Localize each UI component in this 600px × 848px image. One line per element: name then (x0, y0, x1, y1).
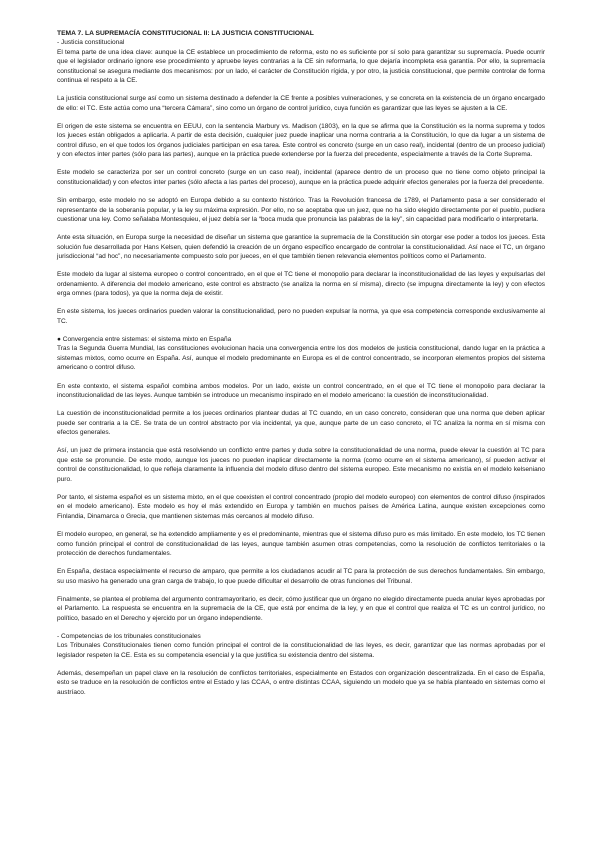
section-convergencia (57, 335, 545, 623)
document-title: TEMA 7. LA SUPREMACÍA CONSTITUCIONAL II: LA JUSTICIA CONSTITUCIONAL (57, 30, 314, 37)
paragraph: La cuestión de inconstitucionalidad permite a los jueces ordinarios plantear dudas al TC cuando, en un caso concreto, consideran que una norma que deben aplicar puede ser contraria a la CE. Se trata de un control abstracto por vía incidental, ya que, aunque parte de un caso concreto, el TC analiza la norma en sí misma con efectos generales. (57, 410, 545, 437)
section-heading: ● Convergencia entre sistemas: el sistema mixto en España (57, 336, 232, 344)
paragraph: Sin embargo, este modelo no se adoptó en Europa debido a su contexto histórico. Tras la Revolución francesa de 1789, el Parlamento pasa a ser considerado el representante de la soberanía popular, y la ley su máxima expresión. Por ello, no se aceptaba que un juez, que no ha sido elegido directamente por el pueblo, pudiera cuestionar una ley. Como señalaba Montesquieu, el juez debía ser la “boca muda que pronuncia las palabras de la ley”, sin capacidad para modificarlo o interpretarla. (57, 197, 545, 224)
paragraph: El modelo europeo, en general, se ha extendido ampliamente y es el predominante, mientras que el sistema difuso puro es más limitado. En este modelo, los TC tienen como función principal el control de constitucionalidad de las leyes, aunque también asumen otras competencias, como la resolución de conflictos territoriales o la protección de derechos fundamentales. (57, 531, 545, 558)
paragraph: Este modelo da lugar al sistema europeo o control concentrado, en el que el TC tiene el monopolio para declarar la inconstitucionalidad de las leyes y expulsarlas del ordenamiento. A diferencia del modelo americano, este control es abstracto (se analiza la norma en sí misma), directo (se impugna directamente la ley) y con efectos erga omnes (para todos), ya que la norma deja de existir. (57, 271, 545, 298)
paragraph: En este sistema, los jueces ordinarios pueden valorar la constitucionalidad, pero no pueden expulsar la norma, ya que esa competencia corresponde exclusivamente al TC. (57, 308, 545, 326)
paragraph: Por tanto, el sistema español es un sistema mixto, en el que coexisten el control concentrado (propio del modelo europeo) con elementos de control difuso (inspirados en el modelo americano). Este modelo es hoy el más extendido en Europa y también en muchos países de América Latina, aunque existen excepciones como Finlandia, Dinamarca o Grecia, que mantienen sistemas más cercanos al modelo difuso. (57, 493, 545, 521)
paragraph: Finalmente, se plantea el problema del argumento contramayoritario, es decir, cómo justificar que un órgano no elegido directamente pueda anular leyes aprobadas por el Parlamento. La respuesta se encuentra en la supremacía de la CE, que está por encima de la ley, y en que el control que realiza el TC es un control jurídico, no político, basado en el Derecho y ejercido por un órgano independiente. (57, 595, 545, 622)
paragraph: Los Tribunales Constitucionales tienen como función principal el control de la constitucionalidad de las leyes, es decir, garantizar que las normas aprobadas por el legislador respeten la CE. Esta es su competencia esencial y la que justifica su existencia dentro del sistema. (57, 642, 545, 659)
paragraph: Así, un juez de primera instancia que está resolviendo un conflicto entre partes y duda sobre la constitucionalidad de una norma, puede elevar la cuestión al TC para que este se pronuncie. De este modo, aunque los jueces no pueden inaplicar directamente la norma (como ocurre en el sistema americano), sí pueden activar el control de constitucionalidad, lo que refleja claramente la influencia del modelo difuso dentro del sistema europeo. Este mecanismo no existía en el modelo kelseniano puro. (57, 447, 545, 483)
section-heading: - Justicia constitucional (57, 39, 125, 47)
paragraph: En España, destaca especialmente el recurso de amparo, que permite a los ciudadanos acudir al TC para la protección de sus derechos fundamentales. Sin embargo, su uso masivo ha generado una gran carga de trabajo, lo que puede dificultar el desarrollo de otras funciones del Tribunal. (57, 568, 545, 585)
section-competencias (57, 632, 545, 698)
paragraph: Tras la Segunda Guerra Mundial, las constituciones evolucionan hacia una convergencia entre los dos modelos de justicia constitucional, dando lugar en la práctica a sistemas mixtos, como ocurre en España. Así, aunque el modelo predominante en Europa es el de control concentrado, se incorporan elementos propios del sistema americano o control difuso. (57, 345, 545, 372)
paragraph: El tema parte de una idea clave: aunque la CE establece un procedimiento de reforma, esto no es suficiente por sí solo para garantizar su supremacía. Puede ocurrir que el legislador ordinario ignore ese procedimiento y apruebe leyes contrarias a la CE sin reformarla, lo que dejaría incompleta esa garantía. Por ello, la supremacía constitucional se asegura mediante dos mecanismos: por un lado, el carácter de Constitución rígida, y por otro, la justicia constitucional, que permite controlar de forma continua el respeto a la CE. (57, 48, 545, 85)
paragraph: Este modelo se caracteriza por ser un control concreto (surge en un caso real), incidental (aparece dentro de un proceso que no tiene como objeto principal la constitucionalidad) y con efectos inter partes (sólo afecta a las partes del proceso), aunque en la práctica puede adquirir efectos generales por la fuerza del precedente. (57, 169, 545, 187)
paragraph: La justicia constitucional surge así como un sistema destinado a defender la CE frente a posibles vulneraciones, y se concreta en la existencia de un órgano encargado de ello: el TC. Este actúa como una “tercera Cámara”, sino como un órgano de control jurídico, cuya función es garantizar que las leyes se ajusten a la CE. (57, 95, 545, 112)
section-heading: - Competencias de los tribunales constitucionales (57, 632, 201, 640)
paragraph: Ante esta situación, en Europa surge la necesidad de diseñar un sistema que garantice la supremacía de la Constitución sin otorgar ese poder a todos los jueces. Esta solución fue desarrollada por Hans Kelsen, quien defendió la creación de un órgano específico encargado de controlar la constitucionalidad. Así nace el TC, un órgano jurisdiccional “ad hoc”, no necesariamente compuesto solo por jueces, en el que también tienen relevancia elementos políticos como el Parlamento. (57, 234, 545, 261)
paragraph: El origen de este sistema se encuentra en EEUU, con la sentencia Marbury vs. Madison (1803), en la que se afirma que la Constitución es la norma suprema y todos los jueces están obligados a aplicarla. A partir de esta decisión, cualquier juez puede inaplicar una norma contraria a la Constitución, lo que da lugar a un sistema de control difuso, en el que todos los órganos judiciales participan en esa tarea. Este control es concreto (surge en un caso real), incidental (dentro de un proceso judicial) y con efectos inter partes (sólo para las partes), aunque en la práctica puede extenderse por la fuerza del precedente, especialmente a través de la Corte Suprema. (57, 122, 545, 159)
paragraph: En este contexto, el sistema español combina ambos modelos. Por un lado, existe un control concentrado, en el que el TC tiene el monopolio para declarar la inconstitucionalidad de las leyes. Aunque también se introduce un mecanismo inspirado en el modelo americano: la cuestión de inconstitucionalidad. (57, 382, 545, 400)
section-justicia-constitucional (57, 38, 545, 326)
paragraph: Además, desempeñan un papel clave en la resolución de conflictos territoriales, especialmente en Estados con organización descentralizada. En el caso de España, esto se traduce en la resolución de conflictos entre el Estado y las CCAA, o entre distintas CCAA, siguiendo un modelo que ya se había planteado en sistemas como el austríaco. (57, 669, 545, 696)
